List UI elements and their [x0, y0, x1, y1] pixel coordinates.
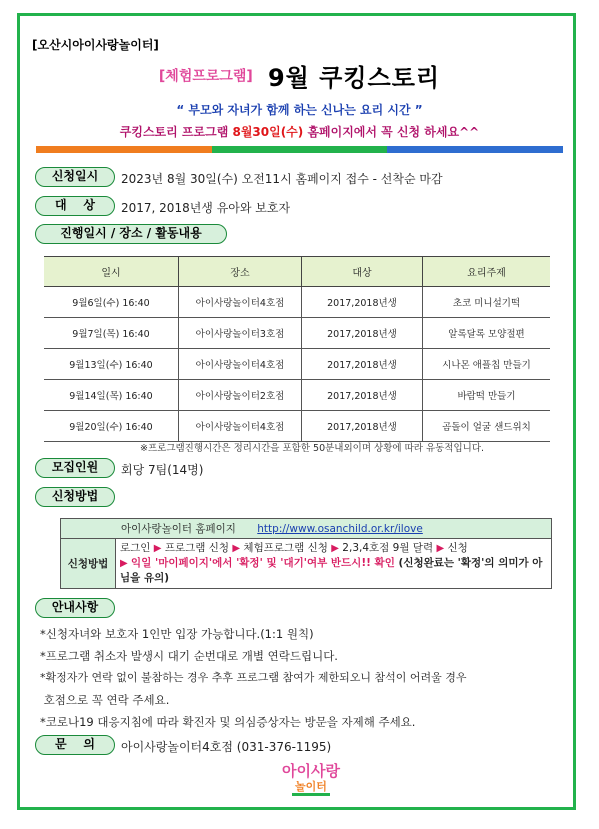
- homepage-label: 아이사랑놀이터 홈페이지: [121, 523, 236, 535]
- ilove-logo: [256, 759, 366, 799]
- cell-datetime: 9월7일(목) 16:40: [44, 318, 179, 349]
- step-note: (신청완료는 '확정'의 의미가 아님을 유의): [120, 557, 543, 584]
- logo-graphic: [256, 759, 366, 799]
- arrow-right-icon: ▶: [232, 543, 241, 554]
- step-experience: 체험프로그램 신청: [243, 542, 328, 554]
- divider-orange: [36, 146, 212, 153]
- guide-item: *코로나19 대응지침에 따라 확진자 및 의심증상자는 방문을 자제해 주세요.: [40, 715, 416, 729]
- cell-place: 아이사랑놀이터4호점: [179, 411, 302, 442]
- arrow-right-icon: ▶: [436, 543, 445, 554]
- step-login: 로그인: [120, 542, 151, 554]
- arrow-right-icon: ▶: [120, 558, 128, 569]
- apply-method-row-label: 신청방법: [61, 539, 116, 589]
- apply-method-box: [60, 518, 552, 589]
- apply-notice: [0, 123, 599, 140]
- guide-item: *신청자녀와 보호자 1인만 입장 가능합니다.(1:1 원칙): [40, 627, 314, 641]
- guide-item: *프로그램 취소자 발생시 대기 순번대로 개별 연락드립니다.: [40, 649, 338, 663]
- cell-topic: 초코 미니설기떡: [423, 287, 551, 318]
- cell-datetime: 9월6일(수) 16:40: [44, 287, 179, 318]
- poster-title: [0, 58, 599, 93]
- apply-date-value: 2023년 8월 30일(수) 오전11시 홈페이지 접수 - 선착순 마감: [121, 172, 443, 186]
- divider-blue: [387, 146, 563, 153]
- organization-label: [오산시아이사랑놀이터]: [32, 38, 159, 52]
- step-calendar: 2,3,4호점 9월 달력: [342, 542, 434, 554]
- guide-item: 호점으로 꼭 연락 주세요.: [40, 693, 170, 707]
- logo-line1: 아이사랑: [282, 762, 340, 780]
- guide-list: [40, 623, 570, 733]
- step-confirm: 익일 '마이페이지'에서 '확정' 및 '대기'여부 반드시!! 확인: [131, 557, 395, 569]
- schedule-footnote: ※프로그램진행시간은 정리시간을 포함한 50분내외이며 상황에 따라 유동적입니다.: [140, 443, 485, 454]
- logo-line2: 놀이터: [295, 780, 327, 793]
- cell-target: 2017,2018년생: [302, 380, 423, 411]
- notice-prefix: 쿠킹스토리 프로그램: [119, 125, 233, 139]
- table-row: [44, 318, 550, 349]
- cell-place: 아이사랑놀이터2호점: [179, 380, 302, 411]
- cell-datetime: 9월14일(목) 16:40: [44, 380, 179, 411]
- cell-topic: 시나몬 애플칩 만들기: [423, 349, 551, 380]
- col-header-target: 대상: [302, 257, 423, 287]
- table-row: [44, 411, 550, 442]
- cell-target: 2017,2018년생: [302, 411, 423, 442]
- contact-label: 문 의: [35, 735, 115, 755]
- program-category: [체험프로그램]: [158, 68, 253, 85]
- guide-label: 안내사항: [35, 598, 115, 618]
- notice-date: 8월30일(수): [232, 125, 304, 139]
- recruit-value: 회당 7팀(14명): [121, 463, 204, 477]
- arrow-right-icon: ▶: [331, 543, 339, 554]
- apply-date-label: 신청일시: [35, 167, 115, 187]
- cell-target: 2017,2018년생: [302, 287, 423, 318]
- col-header-place: 장소: [179, 257, 302, 287]
- step-program: 프로그램 신청: [164, 542, 230, 554]
- target-label: 대 상: [35, 196, 115, 216]
- homepage-row: [61, 519, 552, 539]
- schedule-label: 진행일시 / 장소 / 활동내용: [35, 224, 227, 244]
- homepage-link[interactable]: http://www.osanchild.or.kr/ilove: [257, 523, 423, 535]
- color-divider: [36, 146, 563, 153]
- logo-underline: [292, 793, 330, 796]
- cell-topic: 곰돌이 얼굴 샌드위치: [423, 411, 551, 442]
- table-row: [44, 287, 550, 318]
- target-value: 2017, 2018년생 유아와 보호자: [121, 201, 291, 215]
- table-header-row: [44, 257, 550, 287]
- contact-value: 아이사랑놀이터4호점 (031-376-1195): [121, 740, 332, 754]
- guide-item: *확정자가 연락 없이 불참하는 경우 추후 프로그램 참여가 제한되오니 참석이 어려울 경우: [40, 671, 467, 684]
- col-header-datetime: 일시: [44, 257, 179, 287]
- cell-target: 2017,2018년생: [302, 318, 423, 349]
- program-title: 9월 쿠킹스토리: [267, 64, 441, 92]
- apply-steps: [116, 539, 552, 589]
- col-header-topic: 요리주제: [423, 257, 551, 287]
- divider-green: [212, 146, 388, 153]
- cell-place: 아이사랑놀이터4호점: [179, 349, 302, 380]
- notice-suffix: 홈페이지에서 꼭 신청 하세요^^: [303, 125, 480, 139]
- cell-topic: 알록달록 모양절편: [423, 318, 551, 349]
- cell-place: 아이사랑놀이터4호점: [179, 287, 302, 318]
- cell-topic: 바람떡 만들기: [423, 380, 551, 411]
- table-row: [44, 349, 550, 380]
- apply-method-label: 신청방법: [35, 487, 115, 507]
- cell-datetime: 9월20일(수) 16:40: [44, 411, 179, 442]
- cell-target: 2017,2018년생: [302, 349, 423, 380]
- recruit-label: 모집인원: [35, 458, 115, 478]
- step-apply: 신청: [447, 542, 468, 554]
- cell-datetime: 9월13일(수) 16:40: [44, 349, 179, 380]
- arrow-right-icon: ▶: [153, 543, 162, 554]
- subtitle: “ 부모와 자녀가 함께 하는 신나는 요리 시간 ”: [176, 103, 423, 117]
- table-row: [44, 380, 550, 411]
- cell-place: 아이사랑놀이터3호점: [179, 318, 302, 349]
- schedule-table: [44, 256, 550, 442]
